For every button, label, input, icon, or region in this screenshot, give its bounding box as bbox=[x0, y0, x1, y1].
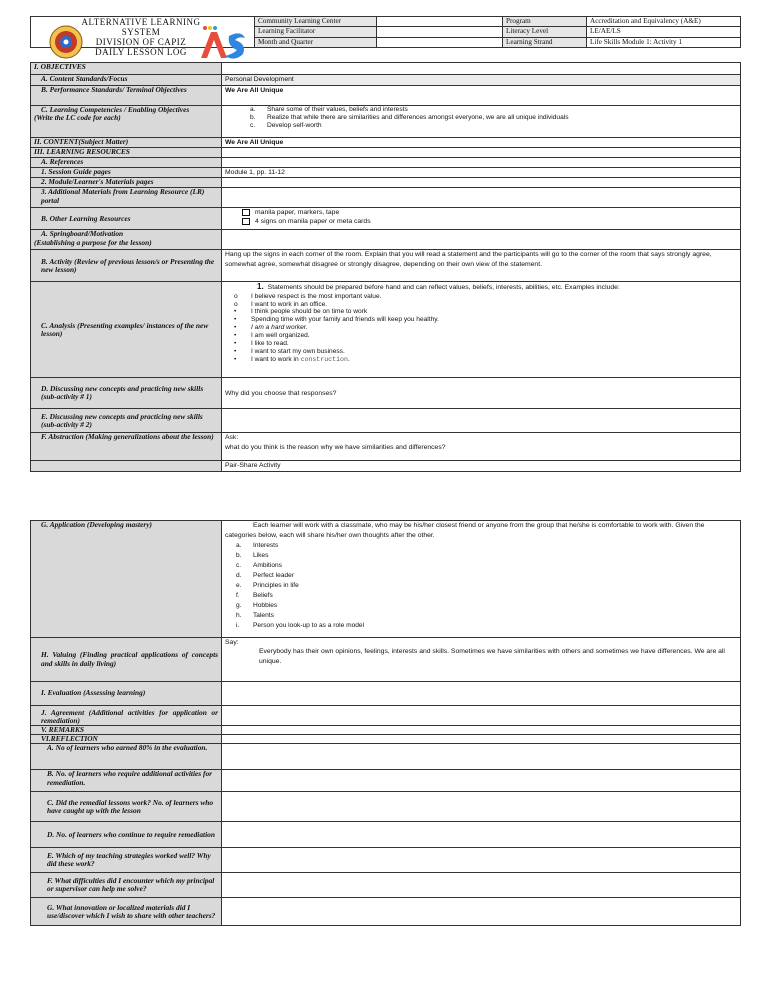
analysis-item: • Spending time with your family and friends will keep you healthy. bbox=[234, 316, 439, 324]
content-standards-label: A. Content Standards/Focus bbox=[31, 75, 222, 86]
objectives-heading: I. OBJECTIVES bbox=[31, 63, 222, 75]
hdr-label-month: Month and Quarter bbox=[255, 37, 377, 47]
header-title-block bbox=[31, 17, 255, 57]
header-title-dll: DAILY LESSON LOG bbox=[95, 47, 187, 57]
agreement-label: J. Agreement (Additional activities for application or remediation) bbox=[31, 706, 222, 726]
references-label: A. References bbox=[31, 158, 222, 168]
performance-standards-value: We Are All Unique bbox=[222, 86, 741, 106]
application-label: G. Application (Developing mastery) bbox=[31, 521, 222, 638]
hdr-value-clc[interactable] bbox=[377, 17, 503, 27]
activity-value: Hang up the signs in each corner of the room. Explain that you will read a statement and the participants will go to the corner of the room that says strongly agree, somewhat agree, somewhat disagree or strongly disagree, depending on their own view of the statement. bbox=[222, 250, 741, 282]
analysis-label: C. Analysis (Presenting examples/ instances of the new lesson) bbox=[31, 282, 222, 378]
performance-standards-label: B. Performance Standards/ Terminal Objectives bbox=[31, 86, 222, 106]
analysis-item: • I think people should be on time to work bbox=[234, 308, 368, 316]
objectives-value bbox=[222, 63, 741, 75]
session-guide-value: Module 1, pp. 11-12 bbox=[222, 168, 741, 178]
reflection-e-value bbox=[222, 848, 741, 873]
als-logo bbox=[199, 22, 249, 62]
hdr-label-facilitator: Learning Facilitator bbox=[255, 27, 377, 37]
abstraction-label: F. Abstraction (Making generalizations about the lesson) bbox=[31, 433, 222, 461]
hdr-value-strand: Life Skills Module 1: Activity 1 bbox=[587, 37, 741, 47]
agreement-value bbox=[222, 706, 741, 726]
hdr-value-program: Accreditation and Equivalency (A&E) bbox=[587, 17, 741, 27]
reflection-g-value bbox=[222, 898, 741, 926]
category-item: b. Likes bbox=[236, 552, 269, 559]
reflection-a-value bbox=[222, 744, 741, 770]
valuing-text: Everybody has their own opinions, feelings, interests and skills. Sometimes we have similarities with others and sometimes we have differences. We are all unique. bbox=[259, 648, 725, 666]
category-item: h. Talents bbox=[236, 612, 274, 619]
pair-share-label bbox=[31, 461, 222, 471]
resource-item: manila paper, markers, tape bbox=[242, 208, 737, 217]
competencies-label-main: C. Learning Competencies / Enabling Objectives bbox=[41, 105, 190, 114]
header-titles bbox=[81, 17, 201, 57]
other-resources-value bbox=[222, 208, 741, 230]
content-subject-value: We Are All Unique bbox=[222, 138, 741, 148]
category-item: d. Perfect leader bbox=[236, 572, 295, 579]
analysis-value bbox=[222, 282, 741, 378]
reflection-g-label: G. What innovation or localized materials did I use/discover which I wish to share with other teachers? bbox=[31, 898, 222, 926]
hdr-value-month[interactable] bbox=[377, 37, 503, 47]
reflection-d-value bbox=[222, 822, 741, 848]
abstraction-ask: Ask: bbox=[225, 434, 239, 442]
competencies-label-note: (Write the LC code for each) bbox=[34, 113, 121, 123]
content-subject-label: II. CONTENT(Subject Matter) bbox=[31, 138, 222, 148]
reflection-c-label: C. Did the remedial lessons work? No. of learners who have caught up with the lesson bbox=[31, 792, 222, 822]
discussion-1-label: D. Discussing new concepts and practicing new skills (sub-activity # 1) bbox=[31, 378, 222, 409]
hdr-label-strand: Learning Strand bbox=[503, 37, 587, 47]
category-item: c. Ambitions bbox=[236, 562, 282, 569]
springboard-label bbox=[31, 230, 222, 250]
abstraction-question: what do you think is the reason why we have similarities and differences? bbox=[225, 443, 446, 451]
references-value bbox=[222, 158, 741, 168]
checkbox-icon bbox=[242, 209, 250, 216]
activity-label: B. Activity (Review of previous lesson/s or Presenting the new lesson) bbox=[31, 250, 222, 282]
reflection-d-label: D. No. of learners who continue to require remediation bbox=[31, 822, 222, 848]
reflection-value bbox=[222, 735, 741, 744]
header-title-als: ALTERNATIVE LEARNING SYSTEM bbox=[81, 17, 201, 37]
competencies-value bbox=[222, 106, 741, 138]
competency-item: a. Share some of their values, beliefs and interests bbox=[250, 106, 408, 113]
reflection-b-value bbox=[222, 770, 741, 792]
category-item: g. Hobbies bbox=[236, 602, 278, 609]
competency-item: c. Develop self-worth bbox=[250, 121, 322, 129]
competencies-label bbox=[31, 106, 222, 138]
category-item: a. Interests bbox=[236, 542, 279, 549]
hdr-label-literacy: Literacy Level bbox=[503, 27, 587, 37]
valuing-label: H. Valuing (Finding practical applications of concepts and skills in daily living) bbox=[31, 638, 222, 682]
reflection-e-label: E. Which of my teaching strategies worked well? Why did these work? bbox=[31, 848, 222, 873]
category-item: i. Person you look-up to as a role model bbox=[236, 622, 365, 629]
hdr-label-clc: Community Learning Center bbox=[255, 17, 377, 27]
competencies-list bbox=[225, 106, 737, 130]
header-title-division: DIVISION OF CAPIZ bbox=[95, 37, 187, 47]
learning-resources-value bbox=[222, 148, 741, 158]
evaluation-value bbox=[222, 682, 741, 706]
hdr-label-program: Program bbox=[503, 17, 587, 27]
analysis-item: • I am well organized. bbox=[234, 332, 310, 340]
application-value bbox=[222, 521, 741, 638]
discussion-2-value bbox=[222, 409, 741, 433]
analysis-list bbox=[225, 293, 737, 364]
session-guide-label: 1. Session Guide pages bbox=[31, 168, 222, 178]
checkbox-icon bbox=[242, 218, 250, 225]
reflection-b-label: B. No. of learners who require additional activities for remediation. bbox=[31, 770, 222, 792]
analysis-intro: 1. Statements should be prepared before hand and can reflect values, beliefs, interests, abilities, etc. Examples include: bbox=[257, 282, 620, 292]
resource-item: 4 signs on manila paper or meta cards bbox=[242, 217, 737, 226]
competency-item: b. Realize that while there are similarities and differences amongst everyone, we are all unique individuals bbox=[250, 113, 569, 121]
remarks-heading: V. REMARKS bbox=[31, 726, 222, 735]
reflection-a-label: A. No of learners who earned 80% in the evaluation. bbox=[31, 744, 222, 770]
valuing-say: Say: bbox=[225, 639, 239, 646]
module-pages-label: 2. Module/Learner's Materials pages bbox=[31, 178, 222, 188]
springboard-value bbox=[222, 230, 741, 250]
other-resources-label: B. Other Learning Resources bbox=[31, 208, 222, 230]
module-pages-value bbox=[222, 178, 741, 188]
reflection-heading: VI.REFLECTION bbox=[31, 735, 222, 744]
lesson-plan-table-1 bbox=[30, 62, 741, 472]
analysis-item: • I like to read. bbox=[234, 340, 289, 348]
analysis-item: • I want to start my own business. bbox=[234, 347, 345, 355]
analysis-item: • I am a hard worker. bbox=[234, 324, 308, 332]
reflection-c-value bbox=[222, 792, 741, 822]
springboard-label-note: (Establishing a purpose for the lesson) bbox=[34, 237, 152, 247]
hdr-value-facilitator[interactable] bbox=[377, 27, 503, 37]
evaluation-label: I. Evaluation (Assessing learning) bbox=[31, 682, 222, 706]
valuing-value bbox=[222, 638, 741, 682]
additional-materials-label: 3. Additional Materials from Learning Resource (LR) portal bbox=[31, 188, 222, 208]
discussion-2-label: E. Discussing new concepts and practicing new skills (sub-activity # 2) bbox=[31, 409, 222, 433]
category-item: e. Principles in life bbox=[236, 582, 299, 589]
lesson-plan-table-2 bbox=[30, 520, 741, 926]
analysis-item: • I want to work in construction. bbox=[234, 355, 350, 363]
abstraction-value bbox=[222, 433, 741, 461]
springboard-label-main: A. Springboard/Motivation bbox=[41, 229, 124, 239]
additional-materials-value bbox=[222, 188, 741, 208]
pair-share-value: Pair-Share Activity bbox=[222, 461, 741, 471]
application-categories bbox=[225, 541, 737, 631]
remarks-value bbox=[222, 726, 741, 735]
reflection-f-label: F. What difficulties did I encounter which my principal or supervisor can help me solve? bbox=[31, 873, 222, 898]
discussion-1-value: Why did you choose that responses? bbox=[222, 378, 741, 409]
category-item: f. Beliefs bbox=[236, 592, 273, 599]
analysis-item: o I believe respect is the most important value. bbox=[234, 292, 382, 300]
learning-resources-heading: III. LEARNING RESOURCES bbox=[31, 148, 222, 158]
hdr-value-literacy: LE/AE/LS bbox=[587, 27, 741, 37]
application-instructions: Each learner will work with a classmate, who may be his/her closest friend or anyone from the group that he/she is comfortable to work with. Given the categories below, each will share his/her own thoughts after the other. bbox=[225, 522, 705, 539]
deped-seal-logo bbox=[49, 25, 83, 59]
reflection-f-value bbox=[222, 873, 741, 898]
dll-header bbox=[30, 16, 740, 57]
content-standards-value: Personal Development bbox=[222, 75, 741, 86]
analysis-item: o I want to work in an office. bbox=[234, 300, 328, 308]
